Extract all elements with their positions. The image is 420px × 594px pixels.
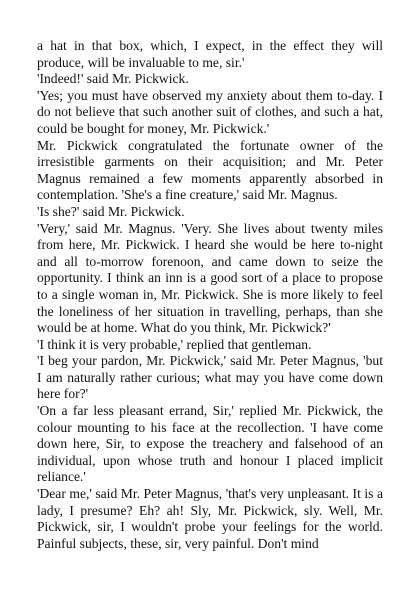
page-body — [37, 38, 383, 552]
paragraph-7: 'I think it is very probable,' replied that gentleman. — [37, 336, 312, 352]
paragraph-4: Mr. Pickwick congratulated the fortunate owner of the irresistible garments on their acquisition; and Mr. Peter Magnus remained a few moments apparently absorbed in contemplation. 'She's a fine creature,' said Mr. Magnus. — [37, 137, 383, 203]
paragraph-1: a hat in that box, which, I expect, in the effect they will produce, will be invaluable to me, sir.' — [37, 38, 383, 70]
paragraph-3: 'Yes; you must have observed my anxiety about them to-day. I do not believe that such another suit of clothes, and such a hat, could be bought for money, Mr. Pickwick.' — [37, 87, 383, 136]
paragraph-9: 'On a far less pleasant errand, Sir,' replied Mr. Pickwick, the colour mounting to his face at the recollection. 'I have come down here, Sir, to expose the treachery and falsehood of an individual, upon whose truth and honour I placed implicit reliance.' — [37, 403, 383, 485]
paragraph-6: 'Very,' said Mr. Magnus. 'Very. She lives about twenty miles from here, Mr. Pickwick. I heard she would be here to-night and all to-morrow forenoon, and came down to seize the opportunity. I think an inn is a good sort of a place to propose to a single woman in, Mr. Pickwick. She is more likely to feel the loneliness of her situation in travelling, perhaps, than she would be at home. What do you think, Mr. Pickwick?' — [37, 220, 383, 336]
paragraph-10: 'Dear me,' said Mr. Peter Magnus, 'that's very unpleasant. It is a lady, I presume? Eh? ah! Sly, Mr. Pickwick, sly. Well, Mr. Pickwick, sir, I wouldn't probe your feelings for the world. Painful subjects, these, sir, very painful. Don't mind — [37, 486, 383, 551]
paragraph-2: 'Indeed!' said Mr. Pickwick. — [37, 71, 189, 87]
paragraph-5: 'Is she?' said Mr. Pickwick. — [37, 203, 185, 219]
paragraph-8: 'I beg your pardon, Mr. Pickwick,' said Mr. Peter Magnus, 'but I am naturally rather curious; what may you have come down here for?' — [37, 353, 383, 402]
